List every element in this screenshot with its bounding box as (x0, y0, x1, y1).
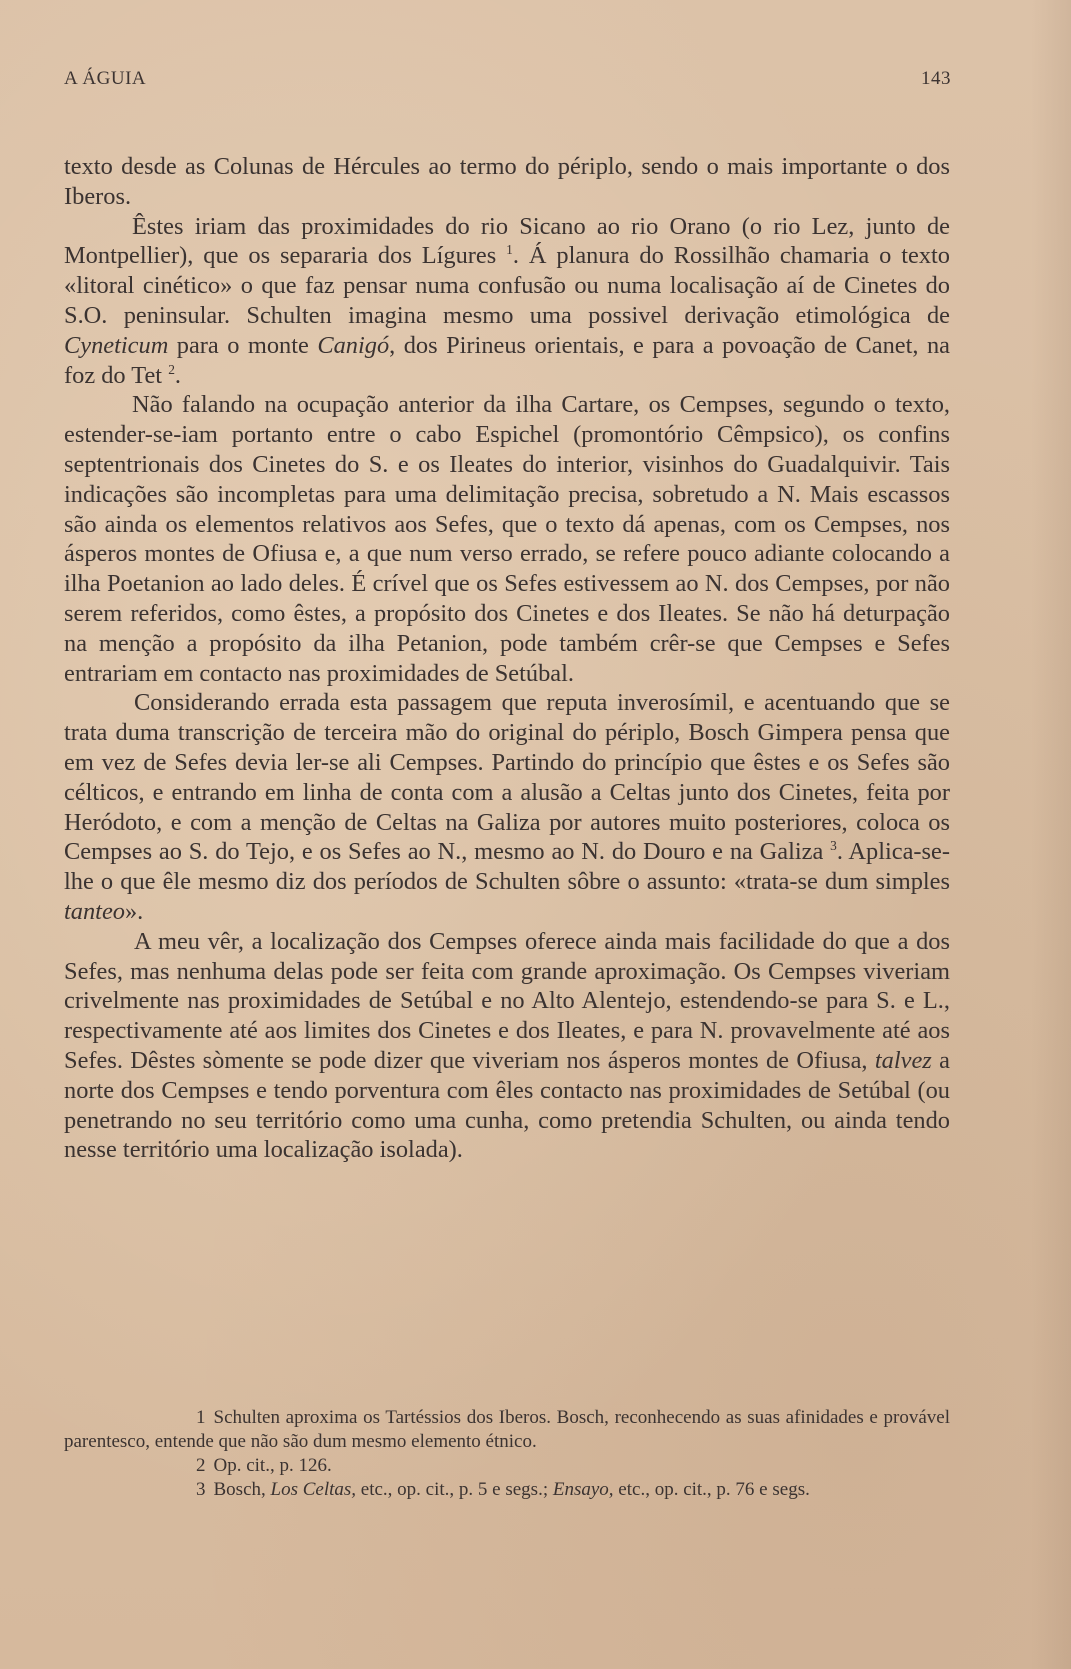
body-text (64, 152, 950, 1165)
paragraph-5: A meu vêr, a localização dos Cempses oferece ainda mais facilidade do que a dos Sefes, mas nenhuma delas pode ser feita com grande aproximação. Os Cempses viveriam crivelmente nas proximidades de Setúbal e no Alto Alentejo, estendendo-se para S. e L., respectivamente até aos limites dos Cinetes e dos Ileates, e para N. provavelmente até aos Sefes. Dêstes sòmente se pode dizer que viveriam nos ásperos montes de Ofiusa, talvez a norte dos Cempses e tendo porventura com êles contacto nas proximidades de Setúbal (ou penetrando no seu território como uma cunha, como pretendia Schulten, ou ainda tendo nesse território uma localização isolada). (64, 927, 950, 1164)
footnote-2-number: 2 (196, 1455, 206, 1476)
footnote-1-text: Schulten aproxima os Tartéssios dos Iberos. Bosch, reconhecendo as suas afinidades e provável parentesco, entende que não são dum mesmo elemento étnico. (64, 1407, 950, 1452)
footnote-1 (64, 1406, 950, 1454)
footnote-1-number: 1 (196, 1407, 206, 1428)
page-edge-shadow (1031, 0, 1071, 1669)
footnote-3-number: 3 (196, 1479, 206, 1500)
footnote-ref-1: 1 (506, 242, 513, 258)
footnote-2-text: Op. cit., p. 126. (213, 1455, 332, 1476)
paragraph-3: Não falando na ocupação anterior da ilha Cartare, os Cempses, segundo o texto, estender-se-iam portanto entre o cabo Espichel (promontório Cêmpsico), os confins septentrionais dos Cinetes do S. e os Ileates do interior, visinhos do Guadalquivir. Tais indicações são incompletas para uma delimitação precisa, sobretudo a N. Mais escassos são ainda os elementos relativos aos Sefes, que o texto dá apenas, com os Cempses, nos ásperos montes de Ofiusa e, a que num verso errado, se refere pouco adiante colocando a ilha Poetanion ao lado deles. É crível que os Sefes estivessem ao N. dos Cempses, por não serem referidos, como êstes, a propósito dos Cinetes e dos Ileates. Se não há deturpação na menção a propósito da ilha Petanion, pode também crêr-se que Cempses e Sefes entrariam em contacto nas proximidades de Setúbal. (64, 391, 950, 687)
paragraph-4: Considerando errada esta passagem que reputa inverosímil, e acentuando que se trata duma transcrição de terceira mão do original do périplo, Bosch Gimpera pensa que em vez de Sefes devia ler-se ali Cempses. Partindo do princípio que êstes e os Sefes são célticos, e entrando em linha de conta com a alusão a Celtas junto dos Cinetes, feita por Heródoto, e com a menção de Celtas na Galiza por autores muito posteriores, coloca os Cempses ao S. do Tejo, e os Sefes ao N., mesmo ao N. do Douro e na Galiza $^3$. Aplica-se-lhe o que êle mesmo diz dos períodos de Schulten sôbre o assunto: «trata-se dum simples tanteo». (64, 689, 950, 925)
footnote-3: 3 Bosch, Los Celtas, etc., op. cit., p. 5 e segs.; Ensayo, etc., op. cit., p. 76 e segs. (64, 1478, 950, 1502)
italic-talvez: talvez (874, 1046, 932, 1074)
italic-canigo: Canigó (317, 331, 390, 359)
footnote-ref-2: 2 (168, 361, 175, 377)
footnote-ref-3: 3 (830, 838, 837, 854)
italic-ensayo: Ensayo, (552, 1479, 614, 1500)
running-head (64, 68, 951, 92)
journal-title: A ÁGUIA (64, 68, 147, 89)
italic-cyneticum: Cyneticum (64, 331, 169, 359)
footnote-2 (64, 1454, 950, 1478)
page-number: 143 (921, 68, 951, 89)
paragraph-1: texto desde as Colunas de Hércules ao termo do périplo, sendo o mais importante o dos Iberos. (64, 153, 950, 210)
footnotes (64, 1406, 950, 1502)
paragraph-2: Êstes iriam das proximidades do rio Sicano ao rio Orano (o rio Lez, junto de Montpellier), que os separaria dos Lígures $^1$. Á planura do Rossilhão chamaria o texto «litoral cinético» o que faz pensar numa confusão ou numa localisação aí de Cinetes do S.O. peninsular. Schulten imagina mesmo uma possivel derivação etimológica de Cyneticum para o monte Canigó, dos Pirineus orientais, e para a povoação de Canet, na foz do Tet $^2$. (64, 212, 950, 389)
italic-tanteo: tanteo (64, 897, 125, 925)
italic-los-celtas: Los Celtas, (270, 1479, 357, 1500)
